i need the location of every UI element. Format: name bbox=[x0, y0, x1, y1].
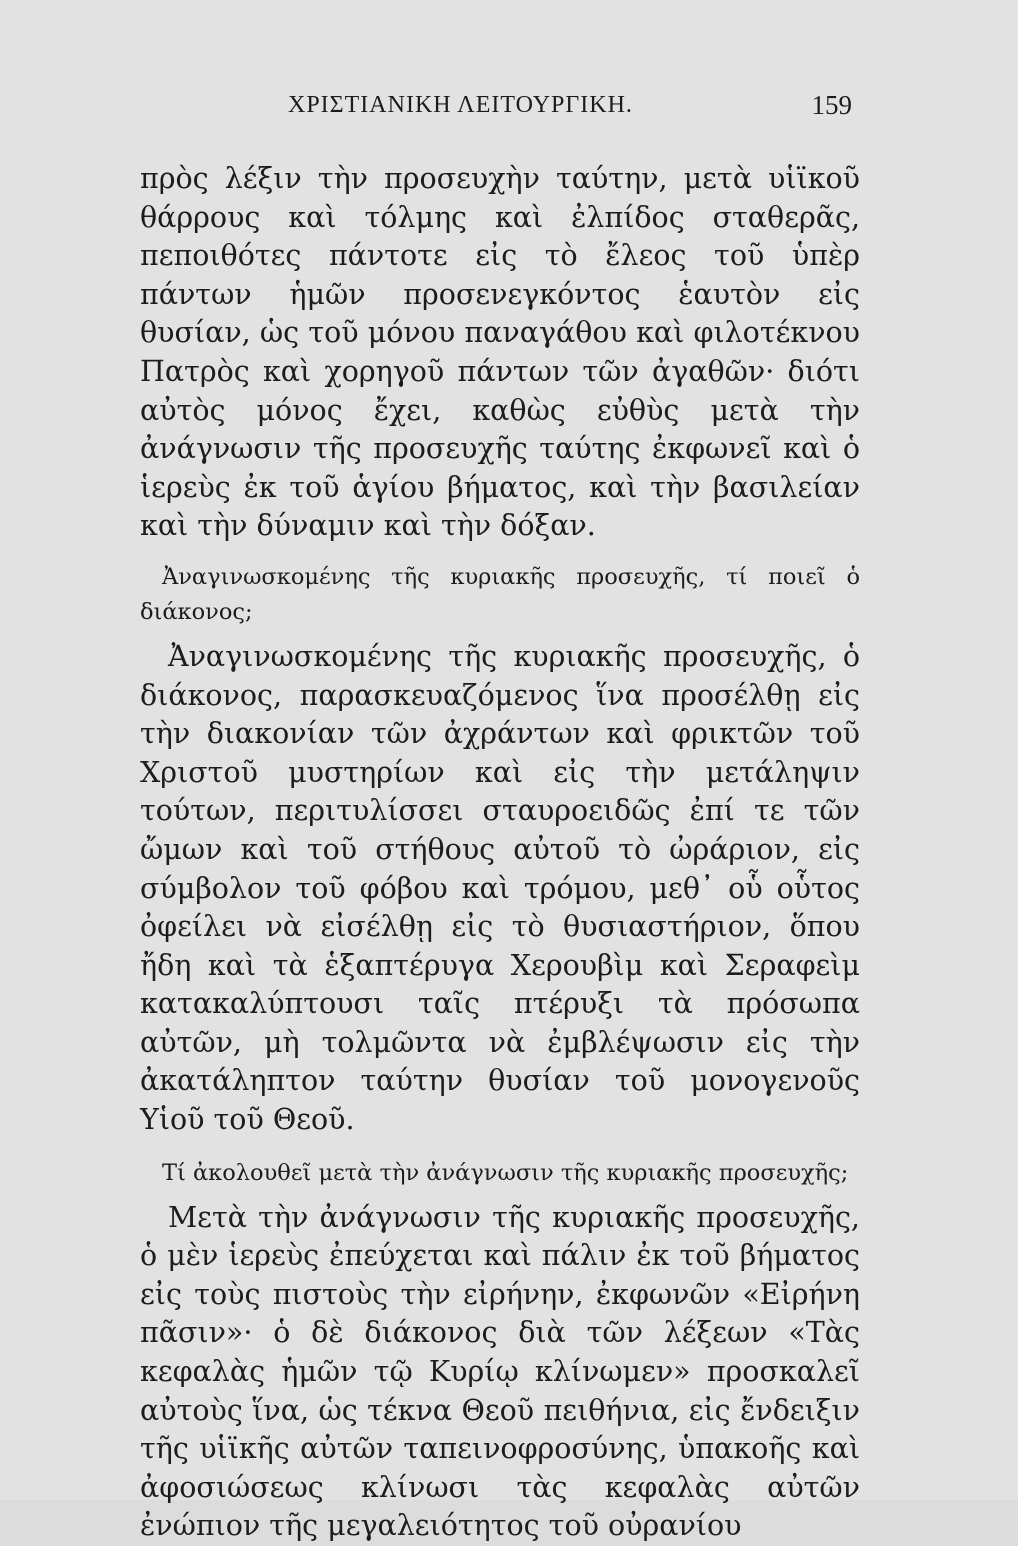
paragraph-question: Ἀναγινωσκομένης τῆς κυριακῆς προσευχῆς, τί ποιεῖ ὁ διάκονος; bbox=[140, 563, 860, 625]
page-number: 159 bbox=[811, 90, 852, 120]
page-header bbox=[140, 92, 860, 132]
running-head: ΧΡΙΣΤΙΑΝΙΚΗ ΛΕΙΤΟΥΡΓΙΚΗ. bbox=[288, 92, 633, 118]
page-body bbox=[140, 160, 860, 1546]
paragraph-answer: πρὸς λέξιν τὴν προσευχὴν ταύτην, μετὰ υἱϊκοῦ θάρρους καὶ τόλμης καὶ ἐλπίδος σταθερᾶς, πεποιθότες πάντοτε εἰς τὸ ἔλεος τοῦ ὑπὲρ πάντων ἡμῶν προσενεγκόντος ἑαυτὸν εἰς θυσίαν, ὡς τοῦ μόνου παναγάθου καὶ φιλοτέκνου Πατρὸς καὶ χορηγοῦ πάντων τῶν ἀγαθῶν· διότι αὐτὸς μόνος ἔχει, καθὼς εὐθὺς μετὰ τὴν ἀνάγνωσιν τῆς προσευχῆς ταύτης ἐκφωνεῖ καὶ ὁ ἱερεὺς ἐκ τοῦ ἁγίου βήματος, καὶ τὴν βασιλείαν καὶ τὴν δύναμιν καὶ τὴν δόξαν. bbox=[140, 162, 860, 543]
paragraph-answer: Μετὰ τὴν ἀνάγνωσιν τῆς κυριακῆς προσευχῆς, ὁ μὲν ἱερεὺς ἐπεύχεται καὶ πάλιν ἐκ τοῦ βήματος εἰς τοὺς πιστοὺς τὴν εἰρήνην, ἐκφωνῶν «Εἰρήνη πᾶσιν»· ὁ δὲ διάκονος διὰ τῶν λέξεων «Τὰς κεφαλὰς ἡμῶν τῷ Κυρίῳ κλίνωμεν» προσκαλεῖ αὐτοὺς ἵνα, ὡς τέκνα Θεοῦ πειθήνια, εἰς ἔνδειξιν τῆς υἱϊκῆς αὐτῶν ταπεινοφροσύνης, ὑπακοῆς καὶ ἀφοσιώσεως κλίνωσι τὰς κεφαλὰς αὐτῶν ἐνώπιον τῆς μεγαλειότητος τοῦ οὐρανίου bbox=[140, 1200, 860, 1543]
paragraph-question: Τί ἀκολουθεῖ μετὰ τὴν ἀνάγνωσιν τῆς κυριακῆς προσευχῆς; bbox=[162, 1159, 849, 1186]
paragraph-answer: Ἀναγινωσκομένης τῆς κυριακῆς προσευχῆς, ὁ διάκονος, παρασκευαζόμενος ἵνα προσέλθῃ εἰς τὴν διακονίαν τῶν ἀχράντων καὶ φρικτῶν τοῦ Χριστοῦ μυστηρίων καὶ εἰς τὴν μετάληψιν τούτων, περιτυλίσσει σταυροειδῶς ἐπί τε τῶν ὤμων καὶ τοῦ στήθους αὐτοῦ τὸ ὠράριον, εἰς σύμβολον τοῦ φόβου καὶ τρόμου, μεθ᾽ οὗ οὗτος ὀφείλει νὰ εἰσέλθῃ εἰς τὸ θυσιαστήριον, ὅπου ἤδη καὶ τὰ ἑξαπτέρυγα Χερουβὶμ καὶ Σεραφεὶμ κατακαλύπτουσι ταῖς πτέρυξι τὰ πρόσωπα αὐτῶν, μὴ τολμῶντα νὰ ἐμβλέψωσιν εἰς τὴν ἀκατάληπτον ταύτην θυσίαν τοῦ μονογενοῦς Υἱοῦ τοῦ Θεοῦ. bbox=[140, 639, 860, 1137]
